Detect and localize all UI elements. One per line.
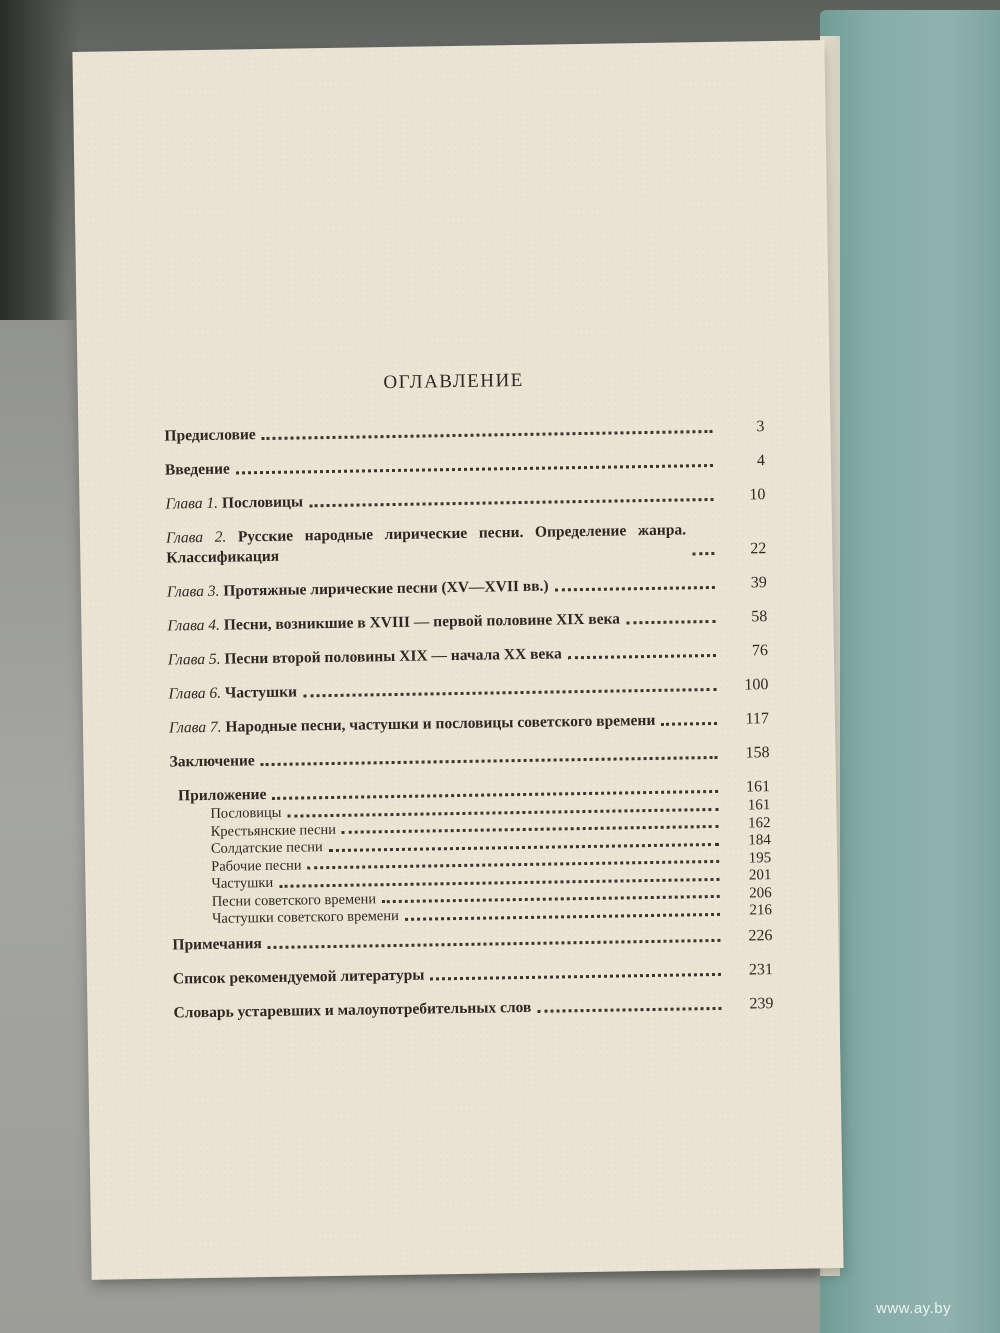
toc-page-number: 162 <box>747 814 771 831</box>
toc-page-number: 39 <box>750 574 767 592</box>
toc-entry-label <box>168 683 297 705</box>
chapter-number: Глава 2. <box>165 528 227 547</box>
toc-entry <box>169 743 769 772</box>
toc-page-number: 184 <box>748 832 771 849</box>
toc-entry-title: Народные песни, частушки и пословицы советского времени <box>225 711 656 736</box>
toc-entry-title: Список рекомендуемой литературы <box>172 966 425 988</box>
dot-leader <box>692 552 714 555</box>
toc-entry-label <box>172 908 399 929</box>
toc-page-number: 239 <box>749 994 774 1012</box>
toc-entry-label <box>166 520 687 568</box>
toc-page-number: 161 <box>745 778 771 796</box>
toc-entry-label <box>170 785 267 807</box>
dot-leader <box>309 498 713 507</box>
toc-entry-label <box>172 934 262 955</box>
toc-entry <box>164 417 764 446</box>
toc-page-number: 226 <box>748 926 773 944</box>
dot-leader <box>661 722 717 726</box>
toc-entry-label <box>165 492 303 514</box>
toc-entry-label <box>164 425 256 446</box>
toc-entry <box>167 607 767 636</box>
dot-leader <box>382 895 720 903</box>
toc-entry <box>173 994 773 1023</box>
book-cover <box>820 10 1000 1333</box>
toc-heading: ОГЛАВЛЕНИЕ <box>383 369 524 394</box>
dot-leader <box>329 842 719 851</box>
toc-entry-title: Приложение <box>177 786 267 805</box>
toc-entry-title: Песни советского времени <box>211 890 377 910</box>
toc-page-number: 231 <box>748 960 774 978</box>
toc-entry-title: Песни второй половины XIX — начала XX века <box>224 645 562 668</box>
toc-page-number: 22 <box>750 540 767 558</box>
toc-entry-title: Частушки <box>211 874 274 892</box>
toc-page-number: 216 <box>749 902 773 919</box>
toc-page-number: 100 <box>744 676 769 694</box>
watermark-text: www.ay.by <box>876 1300 952 1317</box>
toc-page-number: 158 <box>745 744 770 762</box>
toc-entry <box>168 675 768 704</box>
toc-page-number: 161 <box>747 797 771 814</box>
toc-entry <box>165 451 765 480</box>
toc-entry-title: Пословицы <box>221 493 304 512</box>
dot-leader <box>568 654 716 659</box>
toc-entry-title: Примечания <box>172 934 262 954</box>
toc-entry-label <box>167 577 549 603</box>
toc-page-number: 201 <box>748 867 772 884</box>
dot-leader <box>555 586 715 592</box>
toc-entry-label <box>167 609 620 636</box>
book-page <box>72 40 843 1280</box>
dot-leader <box>303 688 716 697</box>
toc-entry-title: Предисловие <box>164 426 256 445</box>
dot-leader <box>537 1006 721 1012</box>
toc-entry-label <box>169 751 254 772</box>
toc-page-number: 206 <box>749 884 772 901</box>
toc-page-number: 58 <box>751 608 768 626</box>
dot-leader <box>405 912 720 920</box>
toc-entry <box>169 709 769 738</box>
table-of-contents <box>164 417 774 1037</box>
dot-leader <box>626 620 715 624</box>
toc-page-number: 76 <box>751 642 769 660</box>
toc-entry-label <box>169 711 656 739</box>
toc-entry <box>168 641 768 670</box>
chapter-number: Глава 4. <box>167 616 221 635</box>
toc-page-number: 4 <box>756 452 766 470</box>
toc-entry-title: Частушки советского времени <box>211 907 399 927</box>
chapter-number: Глава 7. <box>168 718 222 737</box>
dark-object-background <box>0 0 80 320</box>
dot-leader <box>268 938 721 948</box>
toc-entry-title: Введение <box>164 460 230 479</box>
toc-entry <box>167 573 767 602</box>
toc-entry <box>173 960 773 989</box>
toc-entry-label <box>173 965 425 989</box>
toc-entry-label <box>168 644 562 670</box>
toc-entry <box>166 519 767 568</box>
chapter-number: Глава 5. <box>167 650 221 669</box>
toc-page-number: 117 <box>745 710 770 728</box>
toc-entry-title: Протяжные лирические песни (XV—XVII вв.) <box>223 577 549 600</box>
toc-entry <box>172 926 772 955</box>
toc-entry <box>165 485 765 514</box>
dot-leader <box>236 464 713 474</box>
dot-leader <box>342 825 719 834</box>
toc-entry-title: Пословицы <box>210 804 282 822</box>
chapter-number: Глава 6. <box>168 684 222 703</box>
dot-leader <box>261 756 718 766</box>
toc-page-number: 195 <box>748 849 772 866</box>
toc-entry-label <box>165 460 230 481</box>
chapter-number: Глава 1. <box>165 494 219 513</box>
dot-leader <box>430 972 721 980</box>
toc-entry-title: Песни, возникшие в XVIII — первой половине XIX века <box>223 610 621 634</box>
toc-entry-label <box>171 857 302 877</box>
toc-entry-title: Заключение <box>169 752 255 771</box>
toc-entry-label <box>173 997 531 1023</box>
toc-entry-title: Словарь устаревших и малоупотребительных слов <box>173 998 532 1022</box>
chapter-number: Глава 3. <box>166 582 220 601</box>
page-content <box>72 40 843 1280</box>
toc-page-number: 10 <box>749 486 766 504</box>
toc-entry-title: Русские народные лирические песни. Определение жанра. Классификация <box>166 521 687 567</box>
toc-entry-label <box>170 805 281 824</box>
toc-entry-title: Крестьянские песни <box>210 821 337 840</box>
dot-leader <box>262 430 713 440</box>
toc-entry-title: Рабочие песни <box>211 856 302 875</box>
toc-page-number: 3 <box>756 418 765 436</box>
toc-entry-title: Частушки <box>224 683 298 702</box>
toc-entry-title: Солдатские песни <box>210 839 323 857</box>
toc-entry-label <box>171 875 273 894</box>
